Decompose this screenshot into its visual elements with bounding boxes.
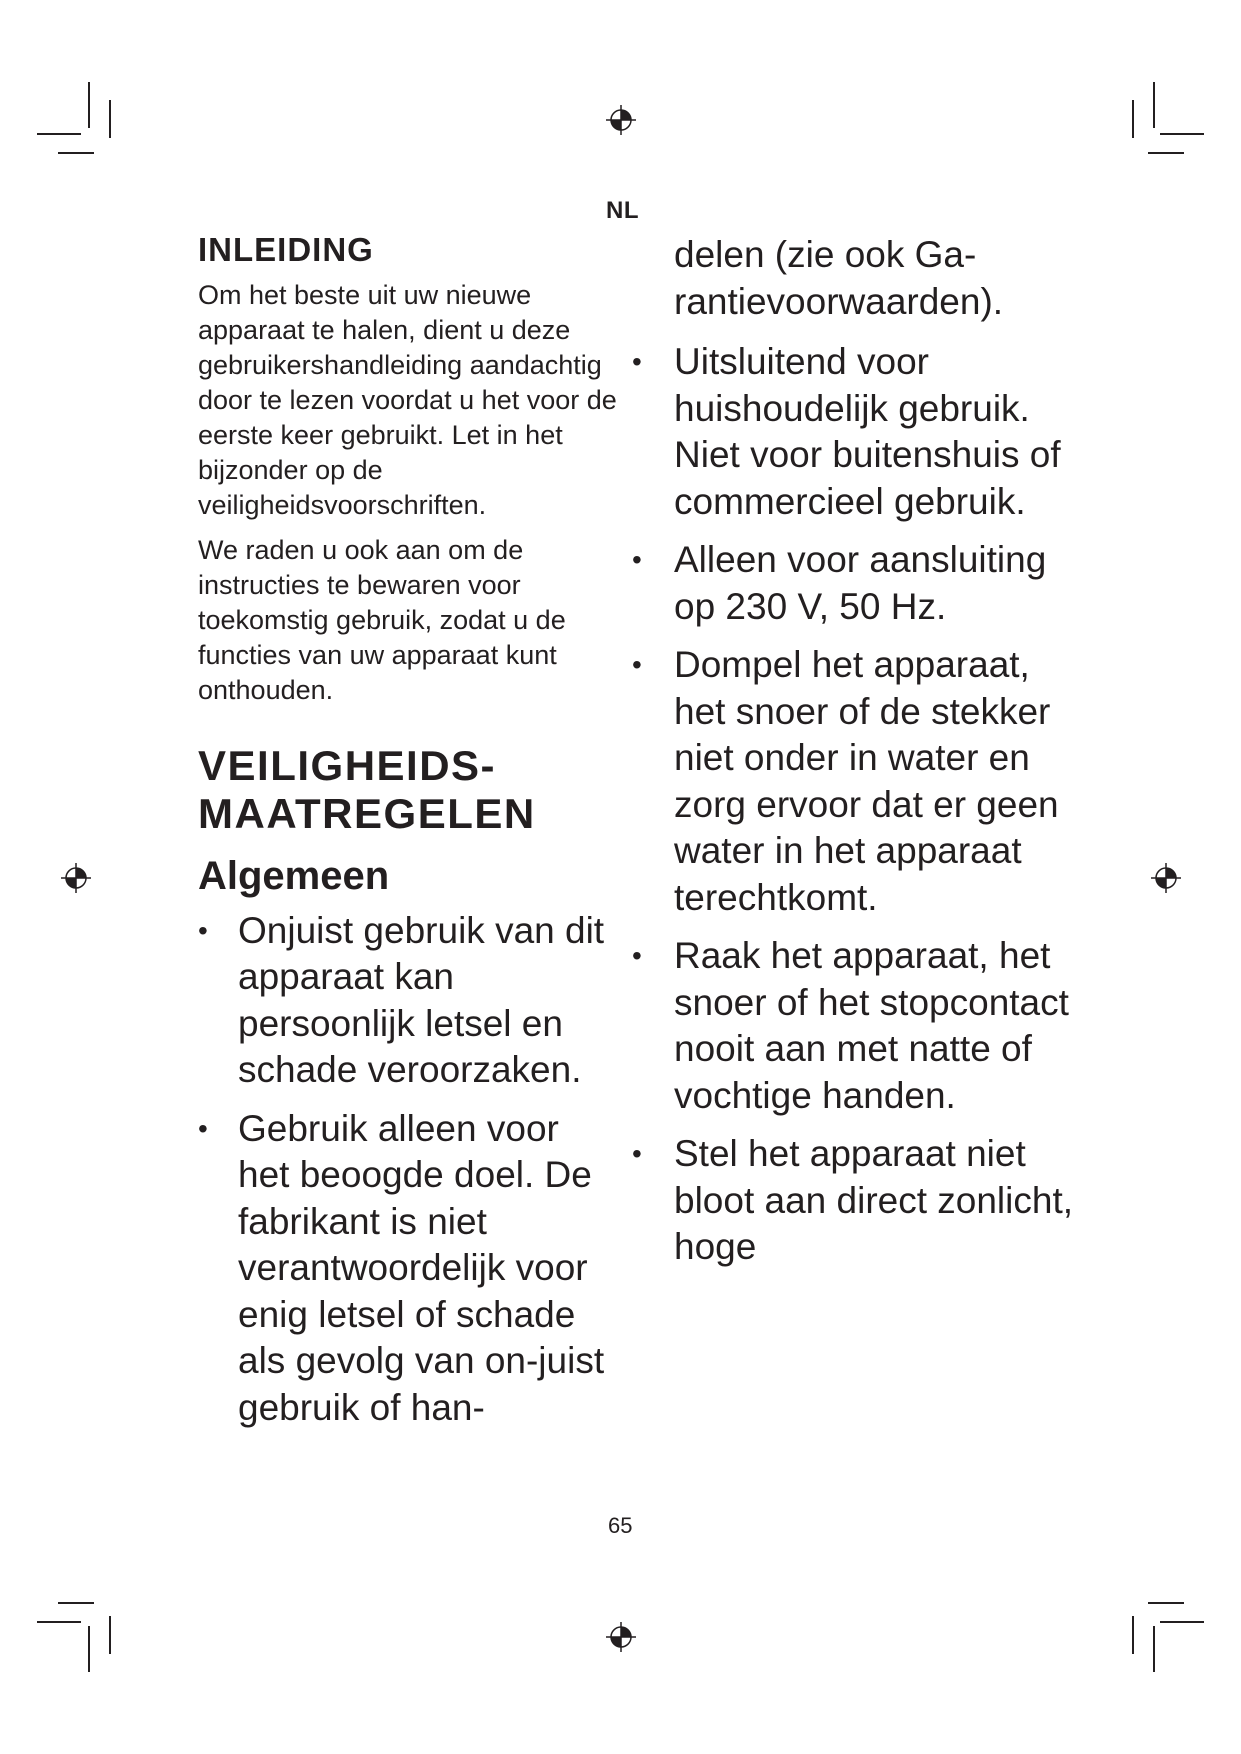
introduction-paragraph: Om het beste uit uw nieuwe apparaat te halen, dient u deze gebruikershandleiding aandachtig door te lezen voordat u het voor de eerste keer gebruikt. Let in het bijzonder op de veiligheidsvoorschriften. xyxy=(198,279,617,520)
bullet: • xyxy=(632,544,642,575)
crop-mark xyxy=(1160,133,1204,135)
page-number: 65 xyxy=(608,1513,633,1538)
bullet: • xyxy=(632,346,642,377)
safety-heading-line: MAATREGELEN xyxy=(198,789,536,837)
list-item xyxy=(632,537,1080,630)
bullet: • xyxy=(632,1138,642,1169)
safety-heading xyxy=(198,742,618,838)
crop-mark xyxy=(37,133,81,135)
safety-list-right xyxy=(632,339,1080,1271)
left-column xyxy=(198,230,618,1443)
registration-mark-icon xyxy=(606,105,636,135)
introduction-heading: INLEIDING xyxy=(198,231,374,268)
list-item-text: Uitsluitend voor huishoudelijk gebruik. Niet voor buitenshuis of commercieel gebruik. xyxy=(674,341,1061,522)
crop-mark xyxy=(1153,82,1155,128)
crop-mark xyxy=(1148,1602,1184,1604)
crop-mark xyxy=(109,1616,111,1654)
list-item xyxy=(632,339,1080,525)
list-item-text: Dompel het apparaat, het snoer of de stekker niet onder in water en zorg ervoor dat er geen water in het apparaat terechtkomt. xyxy=(674,644,1059,918)
bullet: • xyxy=(198,1112,208,1144)
crop-mark xyxy=(1132,1616,1134,1654)
general-subheading: Algemeen xyxy=(198,853,390,898)
registration-mark-icon xyxy=(61,863,91,893)
registration-mark-icon xyxy=(1151,863,1181,893)
bullet: • xyxy=(632,649,642,680)
introduction-paragraph: We raden u ook aan om de instructies te bewaren voor toekomstig gebruik, zodat u de functies van uw apparaat kunt onthouden. xyxy=(198,534,566,705)
crop-mark xyxy=(88,1626,90,1672)
registration-mark-icon xyxy=(606,1622,636,1652)
list-item-continuation: delen (zie ook Ga-rantievoorwaarden). xyxy=(674,234,1004,322)
list-item xyxy=(632,642,1080,921)
crop-mark xyxy=(1148,152,1184,154)
crop-mark xyxy=(109,100,111,138)
list-item-text: Onjuist gebruik van dit apparaat kan persoonlijk letsel en schade veroorzaken. xyxy=(238,909,605,1091)
bullet: • xyxy=(198,914,208,946)
right-column xyxy=(632,232,1080,1283)
list-item xyxy=(632,933,1080,1119)
safety-list-left xyxy=(198,908,618,1432)
bullet: • xyxy=(632,940,642,971)
safety-heading-line: VEILIGHEIDS- xyxy=(198,741,497,789)
list-item xyxy=(198,1106,618,1432)
list-item-text: Gebruik alleen voor het beoogde doel. De fabrikant is niet verantwoordelijk voor enig letsel of schade als gevolg van on-juist gebruik of han- xyxy=(238,1107,605,1428)
list-item-text: Raak het apparaat, het snoer of het stopcontact nooit aan met natte of vochtige handen. xyxy=(674,935,1069,1116)
language-code: NL xyxy=(606,197,639,224)
crop-mark xyxy=(1160,1621,1204,1623)
crop-mark xyxy=(58,152,94,154)
list-item xyxy=(198,908,618,1094)
crop-mark xyxy=(1132,100,1134,138)
list-item-text: Stel het apparaat niet bloot aan direct zonlicht, hoge xyxy=(674,1133,1074,1267)
crop-mark xyxy=(58,1602,94,1604)
list-item-text: Alleen voor aansluiting op 230 V, 50 Hz. xyxy=(674,539,1047,627)
crop-mark xyxy=(88,82,90,128)
crop-mark xyxy=(1153,1626,1155,1672)
list-item xyxy=(632,1131,1080,1271)
crop-mark xyxy=(37,1621,81,1623)
